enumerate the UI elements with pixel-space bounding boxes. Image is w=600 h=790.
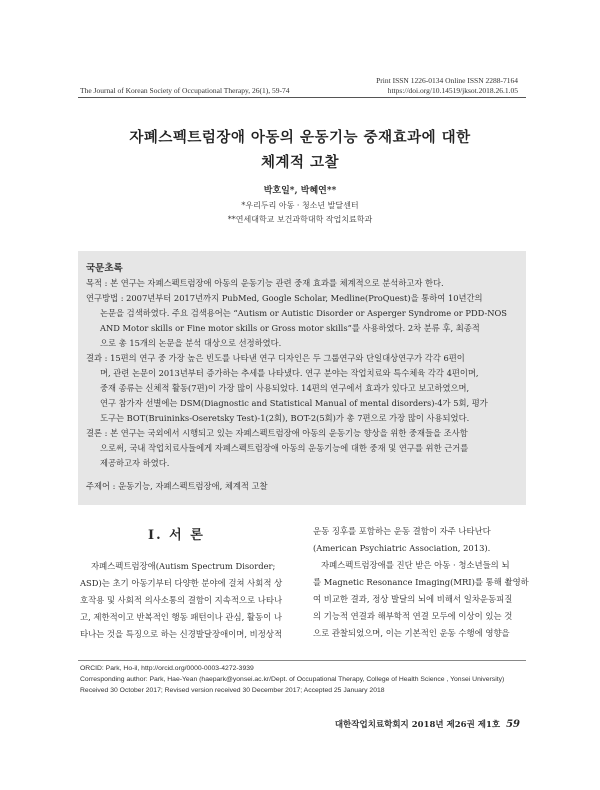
affiliation-1: *우리두리 아동 · 청소년 발달센터 bbox=[241, 201, 359, 210]
journal-citation: The Journal of Korean Society of Occupational Therapy, 26(1), 59-74 bbox=[80, 86, 290, 95]
body-line: 를 Magnetic Resonance Imaging(MRI)를 통해 촬영하 bbox=[313, 577, 529, 587]
abstract-line: 목적 : 본 연구는 자폐스펙트럼장애 아동의 운동기능 관련 중재 효과를 체계적으로 분석하고자 한다. bbox=[86, 278, 444, 288]
doi-link[interactable]: https://doi.org/10.14519/jksot.2018.26.1.05 bbox=[387, 86, 518, 95]
section-title-introduction: Ⅰ. 서 론 bbox=[148, 528, 205, 543]
body-line: 자폐스펙트럼장애를 진단 받은 아동 · 청소년들의 뇌 bbox=[321, 560, 510, 570]
body-line: 으로 관찰되었으며, 이는 기본적인 운동 수행에 영향을 bbox=[313, 628, 510, 638]
orcid-note: ORCID: Park, Ho-il, http://orcid.org/0000-0003-4272-3939 bbox=[80, 665, 254, 672]
abstract-line: 으로 총 15개의 논문을 분석 대상으로 선정하였다. bbox=[100, 338, 282, 348]
abstract-line: 으로써, 국내 작업치료사들에게 자폐스펙트럼장애 아동의 운동기능에 대한 중재 및 연구를 위한 근거를 bbox=[100, 443, 469, 453]
issn-line: Print ISSN 1226-0134 Online ISSN 2288-7164 bbox=[376, 76, 518, 85]
abstract-line: 중재 종류는 신체적 활동(7편)이 가장 많이 사용되었다. 14편의 연구에서 효과가 있다고 보고하였으며, bbox=[100, 383, 470, 393]
affiliation-2: **연세대학교 보건과학대학 작업치료학과 bbox=[227, 215, 373, 224]
abstract-line: 제공하고자 하였다. bbox=[100, 458, 170, 468]
body-line: 운동 징후를 포함하는 운동 결함이 자주 나타난다 bbox=[313, 526, 491, 536]
body-line: 호작용 및 사회적 의사소통의 결함이 지속적으로 나타나 bbox=[80, 595, 283, 605]
abstract-line: AND Motor skills or Fine motor skills or Gross motor skills”를 사용하였다. 2차 분류 후, 최종적 bbox=[100, 323, 480, 333]
page-footer bbox=[335, 718, 520, 730]
body-line: 의 기능적 연결과 해부학적 연결 모두에 이상이 있는 것 bbox=[313, 611, 513, 621]
abstract-line: 도구는 BOT(Bruininks-Oseretsky Test)-1(2회), BOT-2(5회)가 총 7편으로 가장 많이 사용되었다. bbox=[100, 413, 470, 423]
footnote-rule bbox=[78, 660, 526, 661]
abstract-line: 논문을 검색하였다. 주요 검색용어는 “Autism or Autistic Disorder or Asperger Syndrome or PDD-NOS bbox=[100, 308, 507, 318]
body-line: ASD)는 초기 아동기부터 다양한 분야에 걸쳐 사회적 상 bbox=[80, 578, 283, 588]
abstract-heading: 국문초록 bbox=[86, 263, 123, 274]
body-line: 타나는 것을 특징으로 하는 신경발달장애이며, 비정상적 bbox=[80, 629, 283, 639]
header-rule bbox=[78, 97, 526, 98]
paper-title-line-2: 체계적 고찰 bbox=[260, 154, 340, 171]
body-line: 여 비교한 결과, 정상 발달의 뇌에 비해서 일차운동피질 bbox=[313, 594, 513, 604]
corresponding-author-note: Corresponding author: Park, Hae-Yean (haepark@yonsei.ac.kr/Dept. of Occupational Therapy, College of Health Science , Yonsei University) bbox=[80, 676, 505, 683]
body-line: (American Psychiatric Association, 2013). bbox=[313, 543, 491, 553]
received-dates-note: Received 30 October 2017; Revised version received 30 December 2017; Accepted 25 January 2018 bbox=[80, 687, 385, 694]
abstract-line: 연구 참가자 선별에는 DSM(Diagnostic and Statistical Manual of mental disorders)-4가 5회, 평가 bbox=[100, 398, 488, 408]
paper-title-line-1: 자폐스펙트럼장애 아동의 운동기능 중재효과에 대한 bbox=[129, 129, 471, 146]
body-line: 자폐스펙트럼장애(Autism Spectrum Disorder; bbox=[91, 561, 276, 571]
body-line: 고, 제한적이고 반복적인 행동 패턴이나 관심, 활동이 나 bbox=[80, 612, 282, 622]
page-number: 59 bbox=[506, 719, 520, 730]
abstract-line: 결과 : 15편의 연구 중 가장 높은 빈도를 나타낸 연구 디자인은 두 그룹연구와 단일대상연구가 각각 6편이 bbox=[86, 353, 465, 363]
authors: 박호일*, 박혜연** bbox=[263, 186, 337, 196]
abstract-line: 연구방법 : 2007년부터 2017년까지 PubMed, Google Scholar, Medline(ProQuest)을 통하여 10년간의 bbox=[86, 293, 483, 303]
abstract-line: 결론 : 본 연구는 국외에서 시행되고 있는 자폐스펙트럼장애 아동의 운동기능 향상을 위한 중재들을 조사함 bbox=[86, 428, 468, 438]
abstract-line: 며, 관련 논문이 2013년부터 증가하는 추세를 나타냈다. 연구 분야는 작업치료와 특수체육 각각 4편이며, bbox=[100, 368, 479, 378]
keywords: 주제어 : 운동기능, 자폐스펙트럼장애, 체계적 고찰 bbox=[86, 481, 268, 491]
korean-abstract-box bbox=[78, 251, 526, 505]
journal-issue: 대한작업치료학회지 2018년 제26권 제1호 bbox=[334, 720, 501, 730]
